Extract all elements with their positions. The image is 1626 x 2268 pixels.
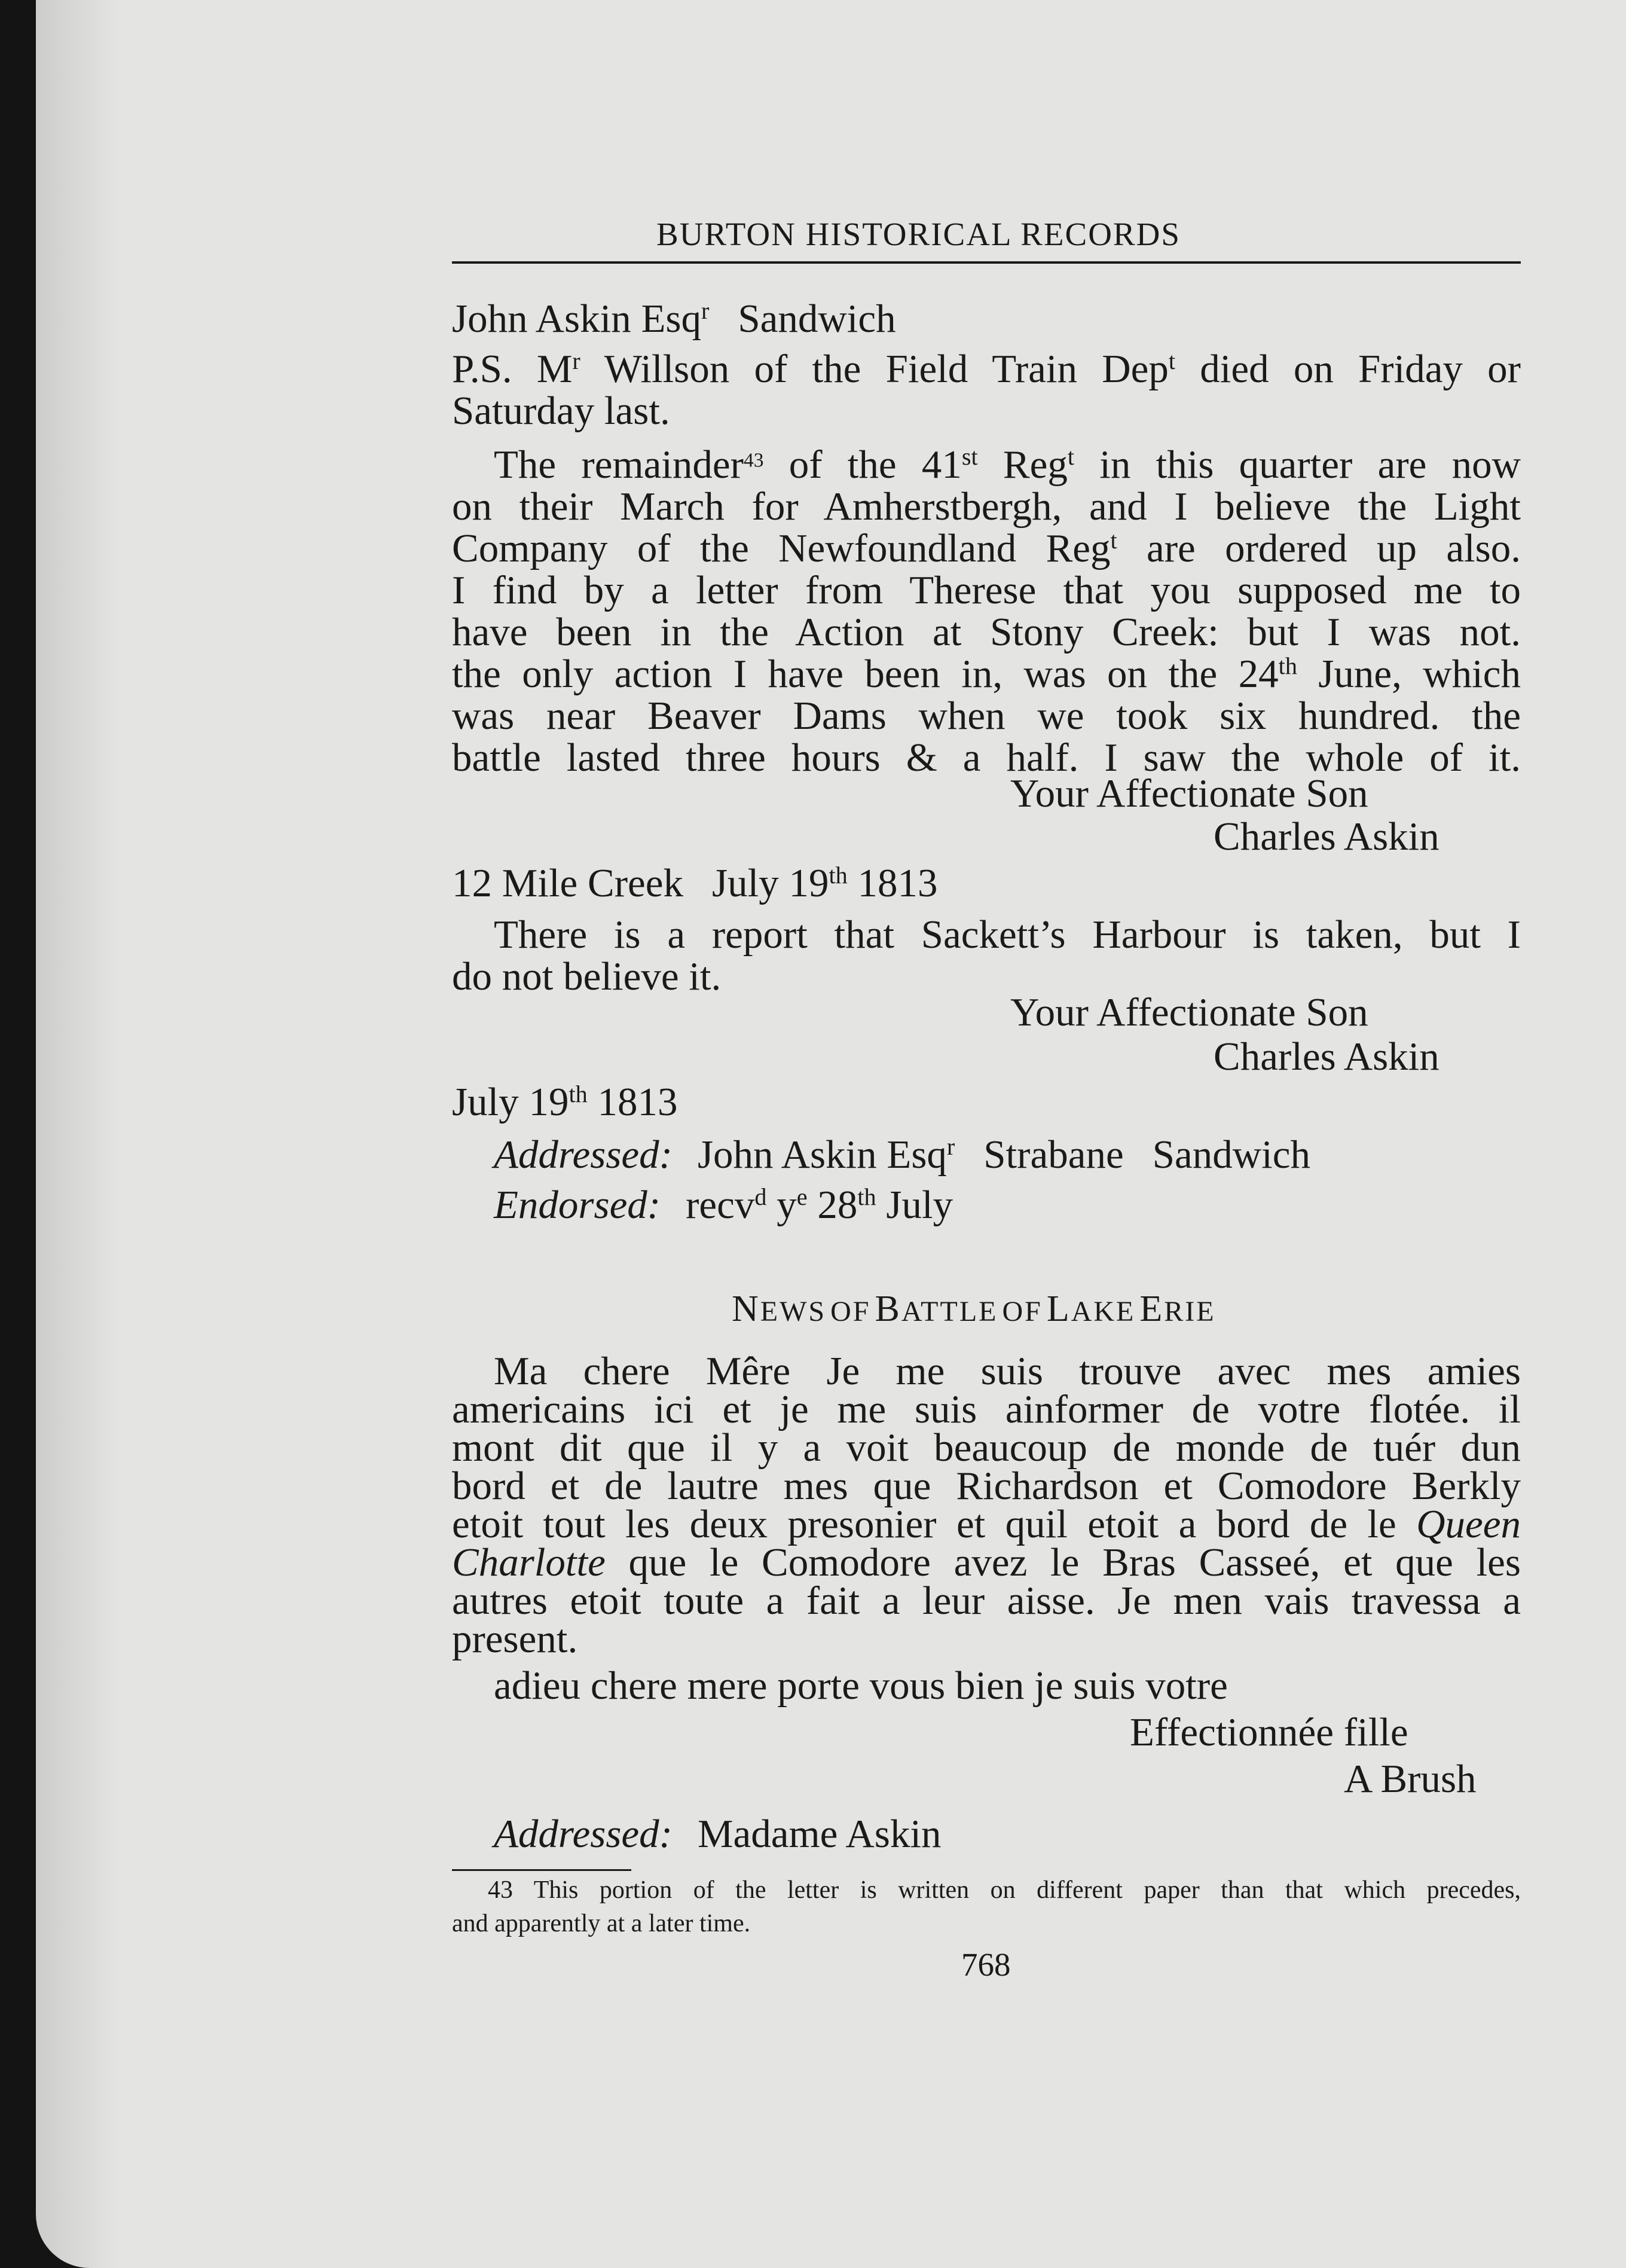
signature-2: Charles Askin [1214,1034,1439,1079]
para1-line-2: on their March for Amherstbergh, and I believe the Light [452,484,1521,529]
running-header: BURTON HISTORICAL RECORDS [656,216,1181,252]
endorsed-line: Endorsed: recv$^d$ $y^e$ 28th July [494,1183,953,1227]
footnote-line-2: and apparently at a later time. [452,1910,751,1937]
para2-line-2: do not believe it. [452,954,722,999]
addressed-line-2: Addressed: John Askin Esq$^r$ Strabane Sandwich [494,1133,1310,1177]
para1-line-6: the only action I have been in, was on the 24th June, which [452,652,1521,696]
para3-line-5: etoit tout les deux presonier et quil etoit a bord de le Queen [452,1502,1521,1546]
page-number: 768 [961,1946,1011,1983]
closing-1: Your Affectionate Son [1010,771,1368,816]
section-title: NEWS OF BATTLE OF LAKE ERIE [732,1289,1216,1329]
signature-3: A Brush [1344,1757,1477,1801]
dateline-1: 12 Mile Creek July 19th 1813 [452,861,938,905]
ps-line-2: Saturday last. [452,389,670,433]
para3-line-4: bord et de lautre mes que Richardson et Comodore Berkly [452,1464,1521,1508]
footnote-line-1: 43 This portion of the letter is written on different paper than that which precedes, [488,1876,1521,1904]
para3-line-6: Charlotte que le Comodore avez le Bras Casseé, et que les [452,1540,1521,1585]
footnote-rule [452,1869,631,1871]
address-line: John Askin Esq$^r$ Sandwich [452,297,896,341]
para3-line-7: autres etoit toute a fait a leur aisse. Je men vais travessa a [452,1579,1521,1623]
addressed-line-3: Addressed: Madame Askin [494,1812,942,1856]
para3-line-1: Ma chere Mêre Je me suis trouve avec mes amies [494,1349,1521,1393]
para3-line-8: present. [452,1617,578,1661]
closing-2: Your Affectionate Son [1010,990,1368,1034]
para1-line-7: was near Beaver Dams when we took six hundred. the [452,694,1521,738]
para1-line-5: have been in the Action at Stony Creek: but I was not. [452,610,1521,654]
para1-line-3: Company of the Newfoundland Reg$^t$ are ordered up also. [452,526,1521,570]
signature-1: Charles Askin [1214,814,1439,859]
para3-line-2: americains ici et je me suis ainformer de votre flotée. il [452,1387,1521,1431]
para1-line-1: The remainder$^{43}$ of the 41st Reg$^t$ in this quarter are now [494,442,1521,487]
adieu-line: adieu chere mere porte vous bien je suis votre [494,1663,1228,1708]
header-rule [452,261,1521,264]
dateline-2: July 19th 1813 [452,1080,678,1124]
para1-line-8: battle lasted three hours & a half. I saw the whole of it. [452,735,1521,780]
para1-line-4: I find by a letter from Therese that you supposed me to [452,568,1521,612]
ps-line-1: P.S. $M^r$ Willson of the Field Train Dep$^t$ died on Friday or [452,347,1521,391]
closing-3: Effectionnée fille [1130,1710,1408,1754]
book-page [36,0,1626,2268]
para3-line-3: mont dit que il y a voit beaucoup de monde de tuér dun [452,1425,1521,1470]
para2-line-1: There is a report that Sackett’s Harbour is taken, but I [494,912,1521,957]
